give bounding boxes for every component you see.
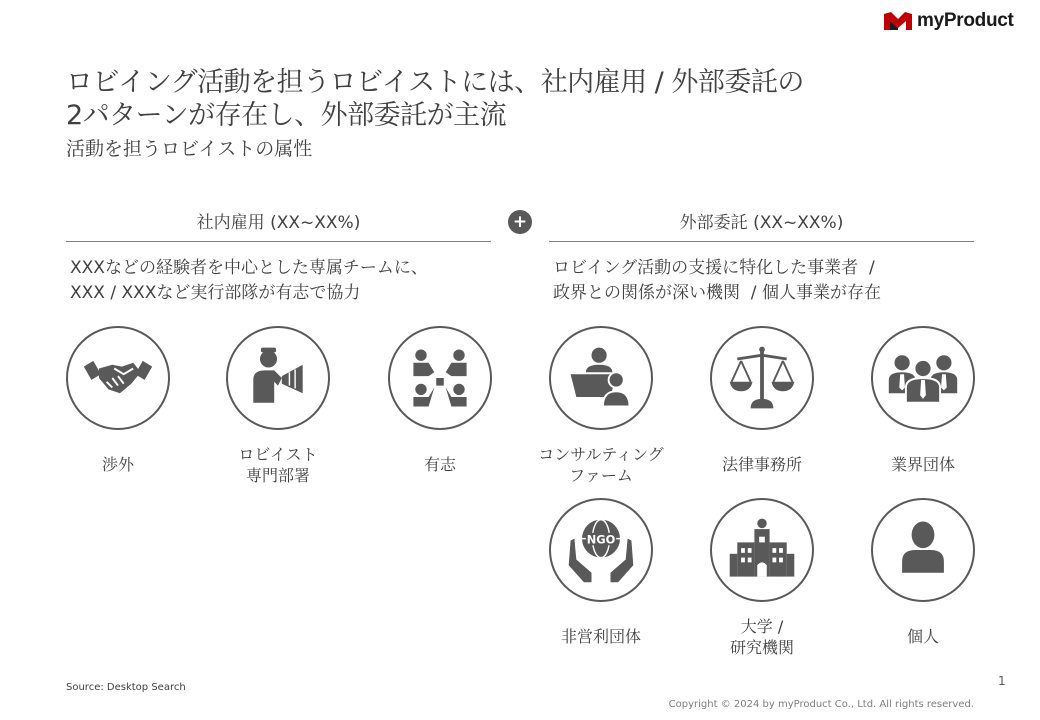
in-house-item-negotiation: [38, 326, 198, 475]
outsourced-item-label: 非営利団体: [560, 627, 641, 646]
in-house-heading: 社内雇用 (XX~XX%): [196, 213, 361, 233]
handshake-icon: [80, 340, 156, 416]
outsourced-item-label: 大学 / 研究機関: [729, 617, 794, 657]
plus-icon: +: [508, 210, 532, 234]
m-mark-logo-icon: [884, 12, 912, 30]
business-group-icon: [885, 340, 961, 416]
team-collaboration-icon: [402, 340, 478, 416]
page-subtitle: 活動を担うロビイストの属性: [66, 138, 313, 160]
outsourced-item-nonprofit: [521, 498, 681, 647]
outsourced-item-label: 業界団体: [890, 455, 955, 474]
outsourced-item-law-firm: [682, 326, 842, 475]
brand-name: myProduct: [917, 10, 1014, 31]
outsourced-item-university: [682, 498, 842, 658]
in-house-item-label: ロビイスト 専門部署: [238, 445, 318, 485]
copyright-notice: Copyright © 2024 by myProduct Co., Ltd. All rights reserved.: [668, 699, 974, 710]
in-house-item-label: 有志: [423, 455, 456, 474]
in-house-divider: [66, 241, 491, 242]
page-number: 1: [998, 674, 1006, 688]
consultant-desk-icon: [563, 340, 639, 416]
outsourced-item-label: 法律事務所: [721, 455, 802, 474]
ngo-globe-hands-icon: [563, 512, 639, 588]
in-house-item-volunteers: [360, 326, 520, 475]
in-house-description: XXXなどの経験者を中心とした専属チームに、 XXX / XXXなど実行部隊が有志で協力: [70, 258, 428, 303]
outsourced-item-label: 個人: [906, 627, 939, 646]
page-title: [66, 66, 966, 132]
university-building-icon: [724, 512, 800, 588]
outsourced-heading: 外部委託 (XX~XX%): [679, 213, 844, 233]
person-icon: [885, 512, 961, 588]
scales-of-justice-icon: [724, 340, 800, 416]
outsourced-item-individual: [843, 498, 1003, 647]
title-line-1: ロビイング活動を担うロビイストには、社内雇用 / 外部委託の: [66, 67, 804, 98]
title-line-2: 2パターンが存在し、外部委託が主流: [66, 100, 507, 131]
outsourced-description: ロビイング活動の支援に特化した事業者 / 政界との関係が深い機関 / 個人事業が存在: [553, 258, 881, 303]
outsourced-divider: [549, 241, 974, 242]
source-note: Source: Desktop Search: [66, 682, 186, 693]
outsourced-item-industry-group: [843, 326, 1003, 475]
megaphone-person-icon: [240, 340, 316, 416]
svg-text:NGO: NGO: [586, 532, 616, 547]
outsourced-item-consulting: [521, 326, 681, 486]
in-house-item-label: 渉外: [101, 455, 134, 474]
brand-logo: [884, 10, 1014, 32]
outsourced-item-label: コンサルティング ファーム: [538, 445, 664, 485]
in-house-item-lobbyist-dept: [198, 326, 358, 486]
